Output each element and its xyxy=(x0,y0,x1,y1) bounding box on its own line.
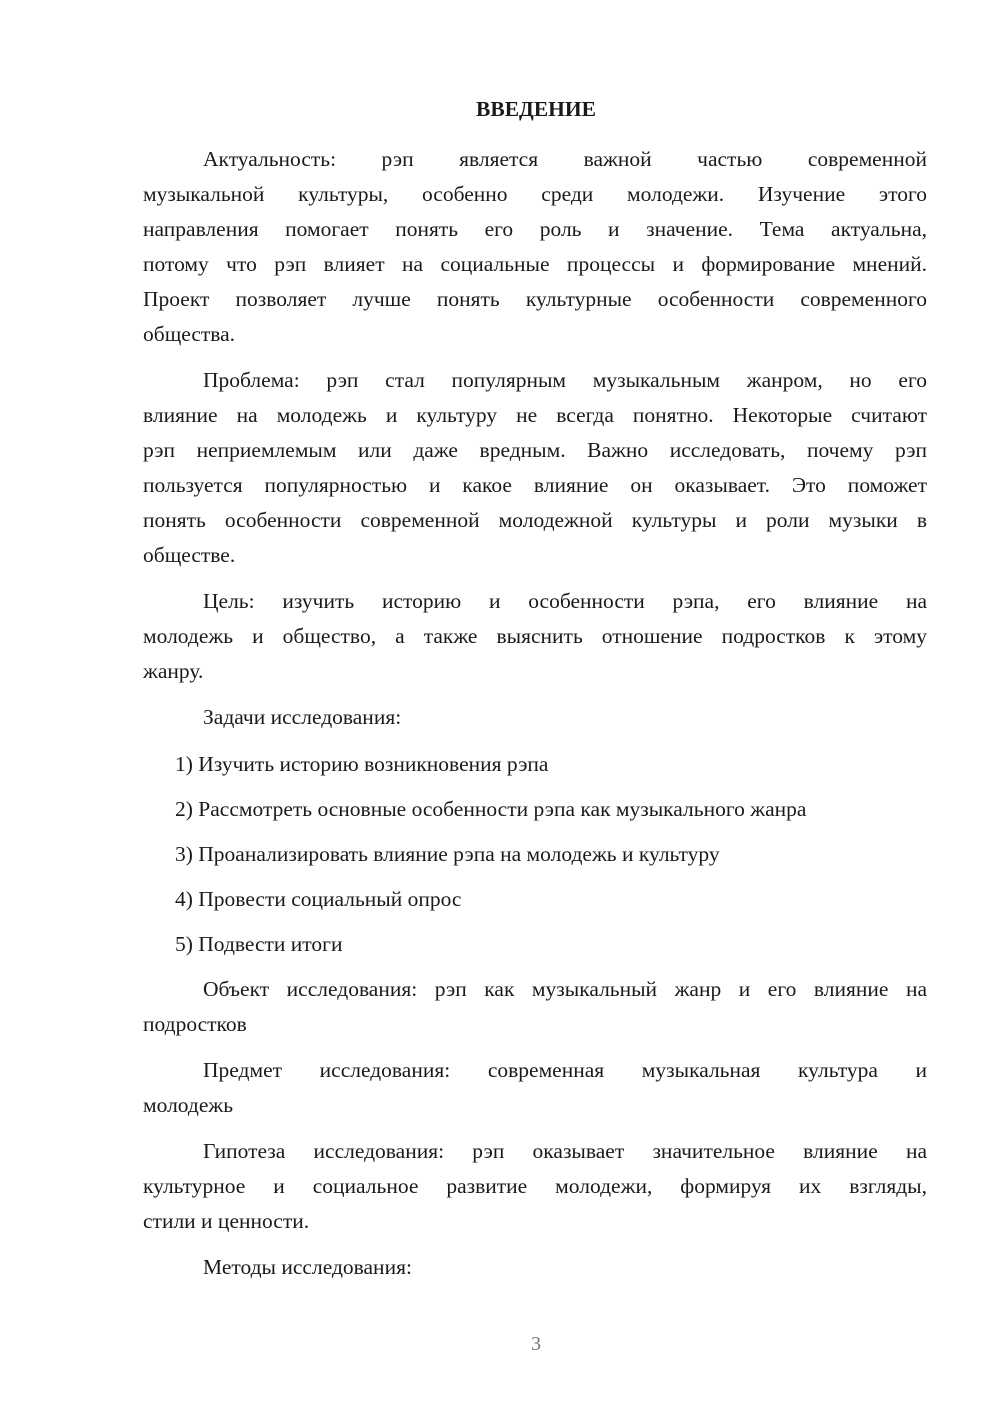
paragraph-line: понять особенности современной молодежной культуры и роли музыки в xyxy=(143,508,927,532)
paragraph-line: обществе. xyxy=(143,543,236,567)
paragraph-line: Проект позволяет лучше понять культурные особенности современного xyxy=(143,287,927,311)
methods-heading: Методы исследования: xyxy=(203,1255,412,1279)
paragraph xyxy=(143,972,927,1042)
paragraph-line: Актуальность: рэп является важной частью современной xyxy=(203,147,927,171)
tasks-list xyxy=(143,747,927,962)
paragraph-line: подростков xyxy=(143,1012,247,1036)
task-item: 1) Изучить историю возникновения рэпа xyxy=(175,752,549,776)
paragraph xyxy=(143,584,927,689)
paragraph-line: направления помогает понять его роль и значение. Тема актуальна, xyxy=(143,217,927,241)
paragraph-line: молодежь и общество, а также выяснить отношение подростков к этому xyxy=(143,624,927,648)
paragraph xyxy=(143,1053,927,1123)
page-title: ВВЕДЕНИЕ xyxy=(476,97,596,121)
paragraph-line: Объект исследования: рэп как музыкальный жанр и его влияние на xyxy=(203,977,927,1001)
document-page xyxy=(143,92,927,1297)
paragraph xyxy=(143,142,927,352)
task-item: 2) Рассмотреть основные особенности рэпа как музыкального жанра xyxy=(175,797,807,821)
research-paragraphs xyxy=(143,972,927,1239)
page-number: 3 xyxy=(531,1333,541,1355)
paragraph-line: молодежь xyxy=(143,1093,234,1117)
paragraph-line: Предмет исследования: современная музыкальная культура и xyxy=(203,1058,927,1082)
task-item: 5) Подвести итоги xyxy=(175,932,343,956)
task-item: 4) Провести социальный опрос xyxy=(175,887,462,911)
paragraph-line: жанру. xyxy=(143,659,204,683)
paragraph-line: рэп неприемлемым или даже вредным. Важно исследовать, почему рэп xyxy=(143,438,927,462)
paragraph-line: культурное и социальное развитие молодежи, формируя их взгляды, xyxy=(143,1174,927,1198)
paragraph-line: Проблема: рэп стал популярным музыкальным жанром, но его xyxy=(203,368,927,392)
task-item: 3) Проанализировать влияние рэпа на молодежь и культуру xyxy=(175,842,720,866)
paragraph xyxy=(143,363,927,573)
paragraph-line: влияние на молодежь и культуру не всегда понятно. Некоторые считают xyxy=(143,403,927,427)
paragraph-line: Гипотеза исследования: рэп оказывает значительное влияние на xyxy=(203,1139,927,1163)
paragraph-line: общества. xyxy=(143,322,236,346)
paragraph-line: стили и ценности. xyxy=(143,1209,310,1233)
paragraph-line: музыкальной культуры, особенно среди молодежи. Изучение этого xyxy=(143,182,927,206)
paragraph xyxy=(143,1134,927,1239)
tasks-heading: Задачи исследования: xyxy=(203,705,402,729)
paragraph-line: Цель: изучить историю и особенности рэпа, его влияние на xyxy=(203,589,927,613)
paragraph-line: потому что рэп влияет на социальные процессы и формирование мнений. xyxy=(143,252,927,276)
intro-paragraphs xyxy=(143,142,927,689)
paragraph-line: пользуется популярностью и какое влияние он оказывает. Это поможет xyxy=(143,473,927,497)
